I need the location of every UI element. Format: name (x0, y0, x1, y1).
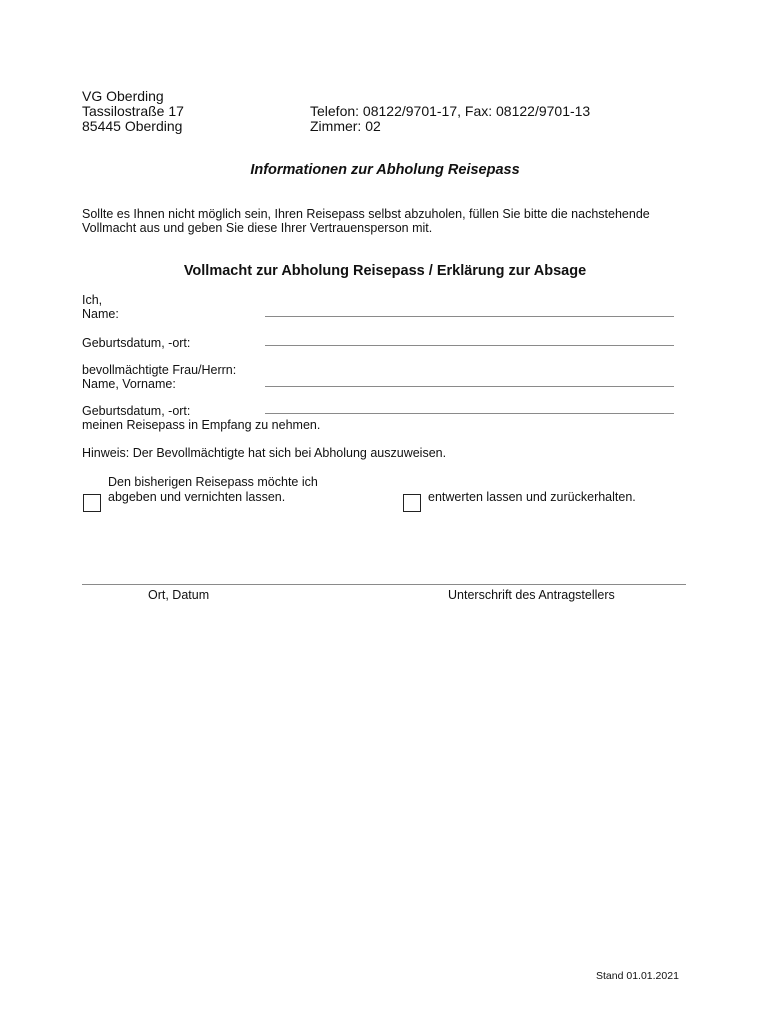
option-2-checkbox[interactable] (403, 494, 421, 512)
label-name: Name: (82, 307, 119, 321)
label-name-vorname: Name, Vorname: (82, 377, 176, 391)
label-geburtsdatum-2: Geburtsdatum, -ort: (82, 404, 191, 418)
label-bevollmaechtigte: bevollmächtigte Frau/Herrn: (82, 363, 237, 377)
name-field-line[interactable] (265, 316, 674, 317)
section-title: Vollmacht zur Abholung Reisepass / Erklärung zur Absage (183, 263, 587, 279)
org-name: VG Oberding (82, 88, 164, 104)
intro-line-2: Vollmacht aus und geben Sie diese Ihrer Vertrauensperson mit. (82, 221, 433, 235)
geburtsdatum-1-field-line[interactable] (265, 345, 674, 346)
options-intro: Den bisherigen Reisepass möchte ich (108, 475, 318, 489)
page-title: Informationen zur Abholung Reisepass (250, 162, 520, 178)
phone-fax: Telefon: 08122/9701-17, Fax: 08122/9701-13 (310, 103, 591, 119)
option-1-label: abgeben und vernichten lassen. (108, 490, 286, 504)
geburtsdatum-2-field-line[interactable] (265, 413, 674, 414)
option-2-label: entwerten lassen und zurückerhalten. (428, 490, 636, 504)
street-address: Tassilostraße 17 (82, 103, 184, 119)
place-date-label: Ort, Datum (148, 588, 210, 602)
label-empfang: meinen Reisepass in Empfang zu nehmen. (82, 418, 321, 432)
city-address: 85445 Oberding (82, 118, 183, 134)
option-1-checkbox[interactable] (83, 494, 101, 512)
room-number: Zimmer: 02 (310, 118, 381, 134)
signature-line[interactable] (82, 584, 686, 585)
signature-label: Unterschrift des Antragstellers (448, 588, 615, 602)
label-ich: Ich, (82, 293, 103, 307)
hinweis-text: Hinweis: Der Bevollmächtigte hat sich bei Abholung auszuweisen. (82, 446, 447, 460)
intro-line-1: Sollte es Ihnen nicht möglich sein, Ihren Reisepass selbst abzuholen, füllen Sie bitte die nachstehende (82, 207, 650, 221)
name-vorname-field-line[interactable] (265, 386, 674, 387)
stand-date: Stand 01.01.2021 (596, 970, 679, 982)
label-geburtsdatum-1: Geburtsdatum, -ort: (82, 336, 191, 350)
